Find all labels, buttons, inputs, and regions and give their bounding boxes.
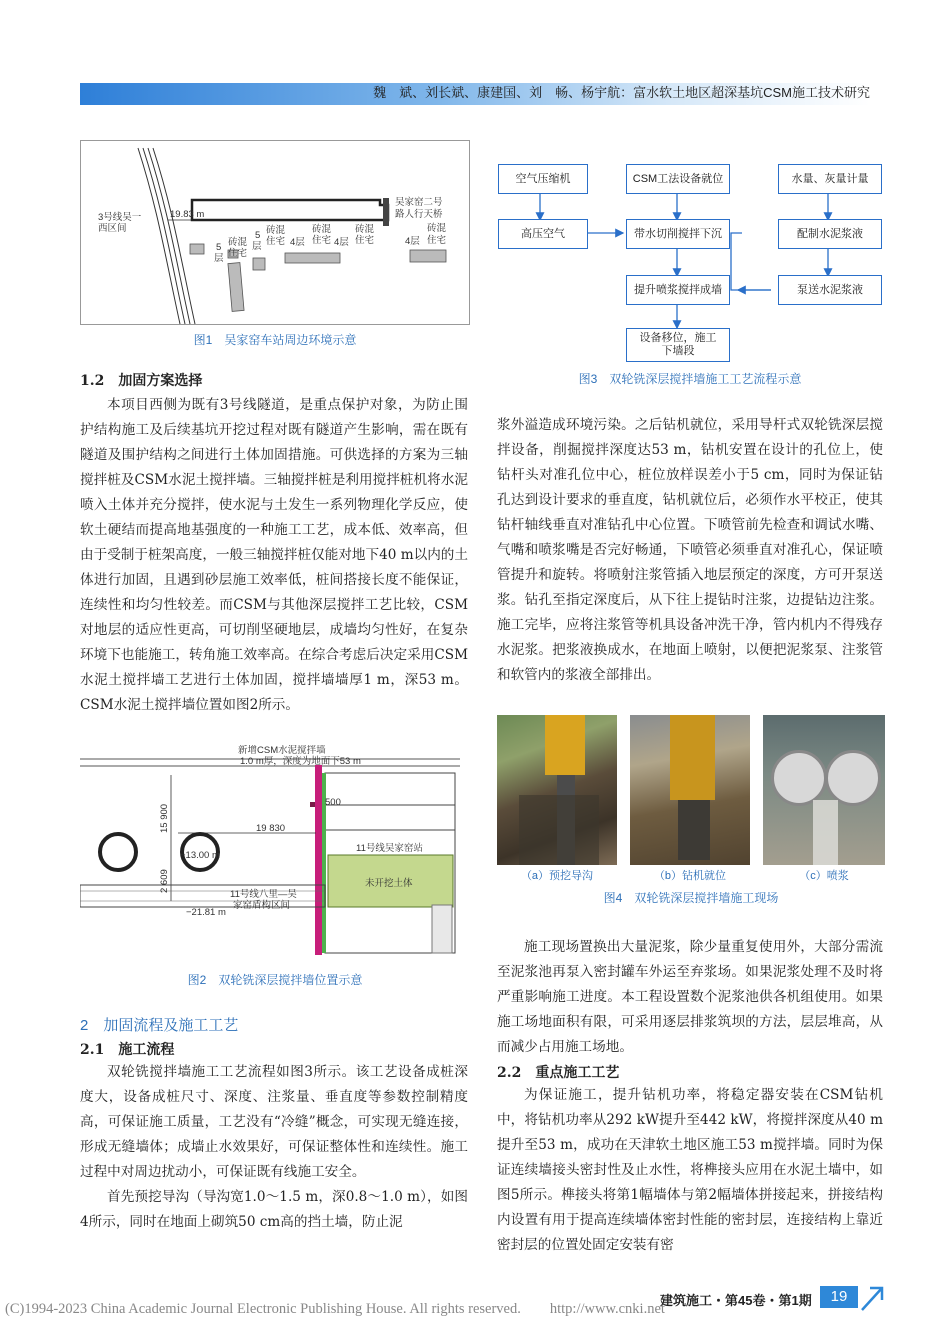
flow-pump-slurry: 泵送水泥浆液 xyxy=(778,275,882,305)
fig2-label: 500 xyxy=(325,797,341,808)
flow-shift-line: 设备移位，施工 xyxy=(639,332,717,344)
figure-4c-label: （c）喷浆 xyxy=(799,870,849,882)
figure-2-caption: 图2 双轮铣深层搅拌墙位置示意 xyxy=(187,973,363,987)
section-2-1-body xyxy=(80,1060,468,1235)
fig1-label: 砖混 xyxy=(355,224,375,235)
fig1-label: 住宅 xyxy=(312,235,332,246)
photo-drill-in-place xyxy=(630,715,750,865)
figure-3-caption: 图3 双轮铣深层搅拌墙施工工艺流程示意 xyxy=(578,372,802,386)
figure-3 xyxy=(495,150,885,390)
section-2-2-heading: 2.2 重点施工工艺 xyxy=(497,1065,620,1081)
page-number: 19 xyxy=(820,1286,858,1308)
section-2-heading: 2 加固流程及施工工艺 xyxy=(80,1017,239,1034)
fig1-label: 砖混 xyxy=(312,224,332,235)
section-1-2-body xyxy=(80,393,468,718)
svg-text:15 900 xyxy=(159,804,170,833)
flow-cut-mix-sink: 带水切削搅拌下沉 xyxy=(626,219,730,249)
fig1-label: 3号线吴一 xyxy=(98,212,142,223)
paragraph: 双轮铣搅拌墙施工工艺流程如图3所示。该工艺设备成桩深度大，设备成桩尺寸、深度、注浆量、垂直度等参数控制精度高，可保证施工质量，工艺没有“冷缝”概念，可实现无缝连接，形成无缝墙体；成墙止水效果好，可保证整体性和连续性。施工过程中对周边扰动小，可保证既有线施工安全。 xyxy=(80,1064,468,1180)
figure-1-map xyxy=(80,140,470,325)
paragraph: 施工现场置换出大量泥浆，除少量重复使用外，大部分需流至泥浆池再泵入密封罐车外运至弃浆场。如果泥浆处理不及时将严重影响施工进度。本工程设置数个泥浆池供各机组使用。如果施工场地面积有限，可采用逐层排浆筑坝的方法，层层堆高，从而减少占用施工场地。 xyxy=(497,939,883,1055)
fig1-label: 住宅 xyxy=(355,235,375,246)
figure-4a-label: （a）预挖导沟 xyxy=(520,870,594,882)
fig2-label: −13.00 m xyxy=(180,850,220,861)
figure-4 xyxy=(497,715,885,910)
flow-air-compressor: 空气压缩机 xyxy=(498,164,588,194)
flow-shift-line: 下墙段 xyxy=(661,345,695,357)
fig1-label: 砖混 xyxy=(266,225,286,236)
fig1-label: 4层 xyxy=(290,237,305,248)
figure-4-caption: 图4 双轮铣深层搅拌墙施工现场 xyxy=(603,891,779,905)
section-2-2-body xyxy=(497,1083,883,1258)
svg-text:2 609 xyxy=(159,869,170,893)
fig2-label: 15 900 xyxy=(159,803,170,833)
fig1-label: 住宅 xyxy=(266,236,286,247)
fig2-label: 家窑盾构区间 xyxy=(233,900,291,911)
paragraph: 为保证施工，提升钻机功率，将稳定器安装在CSM钻机中，将钻机功率从292 kW提升至442 kW，将搅拌深度从40 m提升至53 m，成功在天津软土地区施工53 m搅拌墙。同时为保证连续墙接头密封性及止水性，将榫接头应用在水泥土墙中，如图5所示。榫接头将第1幅墙体与第2幅墙体拼接起来，拼接结构内设置有用于提高连续墙体密封性能的密封层，连接结构上靠近密封层的位置处固定安装有密 xyxy=(497,1087,883,1253)
fig2-label: 新增CSM水泥搅拌墙 xyxy=(238,745,326,756)
paragraph: 浆外溢造成环境污染。之后钻机就位，采用导杆式双轮铣深层搅拌设备，削掘搅拌深度达53 m，钻机安置在设计的孔位上，使钻杆头对准孔位中心，桩位放样误差小于5 cm，同时为保证钻孔达到设计要求的垂直度，钻机就位后，必须作水平校正，使其钻杆轴线垂直对准钻孔中心位置。下喷管前先检查和调试水嘴、气嘴和喷浆嘴是否完好畅通，下喷管必须垂直对准孔心，保证喷管提升和旋转。将喷射注浆管插入地层预定的深度，方可开泵送浆。钻孔至指定深度后，从下往上提钻时注浆，边提钻边注浆。施工完毕，应将注浆管等机具设备冲洗干净，管内机内不得残存水泥浆。把浆液换成水，在地面上喷射，以便把泥浆泵、注浆管和软管内的浆液全部排出。 xyxy=(497,417,883,683)
fig1-label: 层 xyxy=(214,253,224,264)
figure-2-section xyxy=(80,745,470,957)
running-title: 魏 斌、刘长斌、康建国、刘 畅、杨宇航：富水软土地区超深基坑CSM施工技术研究 xyxy=(373,85,870,100)
fig2-label: 19 830 xyxy=(256,823,286,834)
fig2-label: 2 609 xyxy=(159,869,170,893)
figure-1 xyxy=(80,140,470,345)
fig1-label: 19.83 m xyxy=(170,209,205,220)
photo-trench xyxy=(497,715,617,865)
fig2-label: 11号线八里—吴 xyxy=(230,889,297,900)
section-1-2-heading: 1.2 加固方案选择 xyxy=(80,373,203,389)
journal-info: 建筑施工・第45卷・第1期 xyxy=(660,1293,812,1308)
corner-arrow-icon xyxy=(860,1284,884,1312)
paragraph: 首先预挖导沟（导沟宽1.0～1.5 m，深0.8～1.0 m），如图4所示，同时在地面上砌筑50 cm高的挡土墙，防止泥 xyxy=(80,1189,468,1230)
fig1-label: 5 xyxy=(255,230,261,241)
figure-2 xyxy=(80,745,470,987)
fig2-label: −21.81 m xyxy=(186,907,226,918)
paragraph: 本项目西侧为既有3号线隧道，是重点保护对象，为防止围护结构施工及后续基坑开挖过程对既有隧道产生影响，需在既有隧道及围护结构之间进行土体加固措施。可供选择的方案为三轴搅拌桩及CSM水泥土搅拌墙。三轴搅拌桩是利用搅拌桩机将水泥喷入土体并充分搅拌，使水泥与土发生一系列物理化学反应，使软土硬结而提高地基强度的一种施工工艺，成本低、效率高，但由于受制于桩架高度，一般三轴搅拌桩仅能对地下40 m以内的土体进行加固，且遇到砂层施工效率低，桩间搭接长度不能保证，连续性和均匀性较差。而CSM与其他深层搅拌工艺比较，CSM对地层的适应性更高，可切削坚硬地层，成墙均匀性好，在复杂环境下也能施工，转角施工效率高。在综合考虑后决定采用CSM水泥土搅拌墙工艺进行土体加固，搅拌墙墙厚1 m，深53 m。CSM水泥土搅拌墙位置如图2所示。 xyxy=(80,397,468,713)
flow-shift xyxy=(626,328,730,362)
flow-high-pressure-air: 高压空气 xyxy=(498,219,588,249)
fig1-label: 路人行天桥 xyxy=(395,209,443,220)
fig1-label: 4层 xyxy=(334,237,349,248)
fig1-label: 住宅 xyxy=(228,248,248,259)
flow-csm-setup: CSM工法设备就位 xyxy=(626,164,730,194)
section-2-1-heading: 2.1 施工流程 xyxy=(80,1042,175,1058)
fig1-label: 西区间 xyxy=(98,223,127,234)
figure-4b-label: （b）钻机就位 xyxy=(653,870,727,882)
fig1-label: 吴家窑二号 xyxy=(395,197,443,208)
svg-text:3号线吴一 西区间 19.83 m xyxy=(98,196,449,264)
flow-water-cement: 水量、灰量计量 xyxy=(778,164,882,194)
figure-1-caption: 图1 吴家窑车站周边环境示意 xyxy=(193,333,357,347)
fig1-label: 5 xyxy=(216,242,222,253)
fig2-label: 11号线吴家窑站 xyxy=(356,843,423,854)
fig1-label: 住宅 xyxy=(427,235,447,246)
fig2-label: 未开挖土体 xyxy=(365,878,413,889)
fig2-label: 1.0 m厚，深度为地面下53 m xyxy=(240,756,361,767)
fig1-label: 砖混 xyxy=(427,223,447,234)
fig1-label: 层 xyxy=(252,241,262,252)
fig1-label: 砖混 xyxy=(228,237,248,248)
right-column-body-2 xyxy=(497,935,883,1060)
photo-grouting xyxy=(763,715,885,865)
right-column-body xyxy=(497,413,883,688)
flow-mix-slurry: 配制水泥浆液 xyxy=(778,219,882,249)
flow-lift-spray: 提升喷浆搅拌成墙 xyxy=(626,275,730,305)
copyright: (C)1994-2023 China Academic Journal Electronic Publishing House. All rights reserved. http://www.cnki.net xyxy=(5,1301,665,1317)
fig1-label: 4层 xyxy=(405,236,420,247)
